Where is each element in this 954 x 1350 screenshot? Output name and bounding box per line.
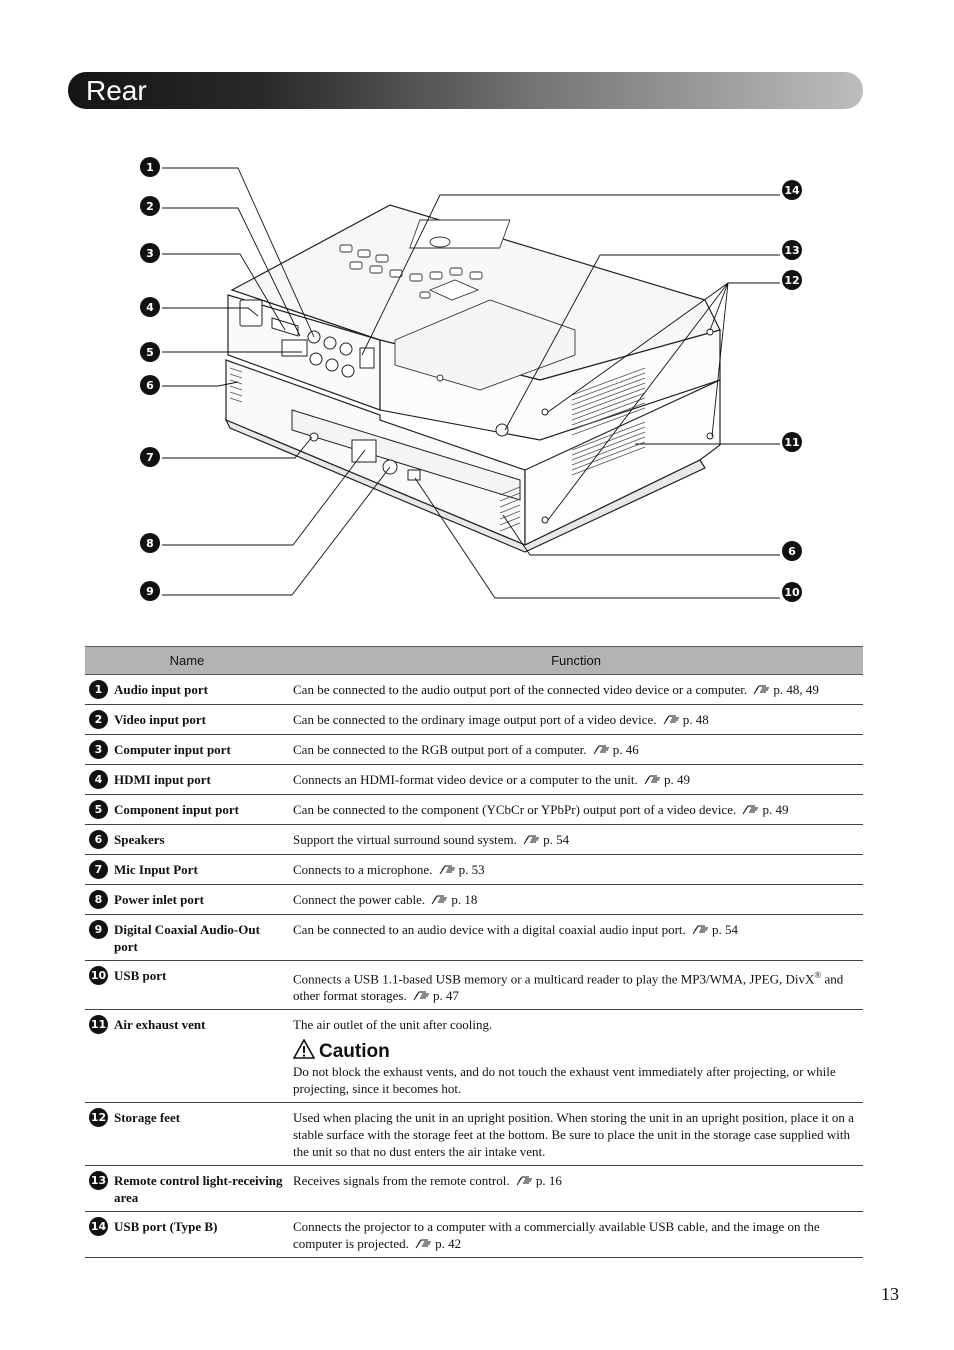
svg-text:13: 13 xyxy=(784,244,800,257)
callout-6b xyxy=(782,541,802,561)
column-header-name: Name xyxy=(85,647,289,675)
page-reference xyxy=(641,772,690,787)
table-row xyxy=(85,1010,863,1103)
page-reference xyxy=(590,742,639,757)
part-number-badge: 1 xyxy=(89,680,108,699)
page-reference-text: p. 18 xyxy=(451,892,478,907)
part-function-cell xyxy=(289,915,863,961)
caution-title: Caution xyxy=(319,1041,390,1063)
function-text: Can be connected to an audio device with a digital coaxial audio input port. xyxy=(293,922,686,937)
callout-7 xyxy=(140,447,160,467)
part-name-cell xyxy=(85,1212,289,1258)
svg-text:2: 2 xyxy=(146,200,154,213)
function-text: Support the virtual surround sound system. xyxy=(293,832,517,847)
part-function-cell xyxy=(289,825,863,855)
part-number-badge: 8 xyxy=(89,890,108,909)
page-number: 13 xyxy=(881,1284,899,1304)
part-number-badge: 2 xyxy=(89,710,108,729)
part-name-cell xyxy=(85,675,289,705)
svg-text:4: 4 xyxy=(146,301,154,314)
part-number-badge: 13 xyxy=(89,1171,108,1190)
page-reference xyxy=(410,988,459,1003)
callout-6 xyxy=(140,375,160,395)
part-function-cell xyxy=(289,855,863,885)
part-number-badge: 7 xyxy=(89,860,108,879)
part-function-cell xyxy=(289,885,863,915)
svg-text:9: 9 xyxy=(146,585,154,598)
part-function-cell xyxy=(289,1103,863,1166)
reference-hand-icon xyxy=(516,1175,534,1187)
page-reference-text: p. 16 xyxy=(535,1173,562,1189)
warning-triangle-icon xyxy=(293,1039,315,1059)
caution-text: Do not block the exhaust vents, and do not touch the exhaust vent immediately after projecting, or while projecting, since it becomes hot. xyxy=(293,1064,836,1097)
reference-hand-icon xyxy=(753,684,771,696)
page-reference xyxy=(436,862,485,877)
part-number-badge: 6 xyxy=(89,830,108,849)
part-number-badge: 5 xyxy=(89,800,108,819)
page-reference xyxy=(739,802,788,817)
part-name: Air exhaust vent xyxy=(114,1017,206,1033)
callout-14 xyxy=(782,180,802,200)
table-header-row xyxy=(85,647,863,675)
part-name-cell xyxy=(85,765,289,795)
section-title: Rear xyxy=(86,75,147,106)
svg-text:12: 12 xyxy=(784,274,800,287)
part-number-badge: 10 xyxy=(89,966,108,985)
function-text: Connects to a microphone. xyxy=(293,862,433,877)
function-text: Receives signals from the remote control. xyxy=(293,1173,510,1189)
svg-text:5: 5 xyxy=(146,346,154,359)
part-function-cell xyxy=(289,765,863,795)
table-row xyxy=(85,795,863,825)
page-reference-text: p. 46 xyxy=(612,742,639,757)
function-text: Can be connected to the audio output port of the connected video device or a computer. xyxy=(293,682,748,697)
page-reference xyxy=(412,1236,461,1251)
table-row xyxy=(85,675,863,705)
callout-8 xyxy=(140,533,160,553)
table-row xyxy=(85,885,863,915)
part-name: Mic Input Port xyxy=(114,862,198,877)
table-row xyxy=(85,1212,863,1258)
table-row xyxy=(85,765,863,795)
table-row xyxy=(85,915,863,961)
reference-hand-icon xyxy=(644,774,662,786)
projector-rear-diagram xyxy=(0,130,954,630)
part-name: Remote control light-receiving area xyxy=(114,1173,283,1206)
function-text: The air outlet of the unit after cooling. xyxy=(293,1017,493,1033)
part-function-cell xyxy=(289,675,863,705)
svg-text:6: 6 xyxy=(788,545,796,558)
callout-3 xyxy=(140,243,160,263)
function-text: Can be connected to the RGB output port of a computer. xyxy=(293,742,587,757)
table-row xyxy=(85,1166,863,1212)
reference-hand-icon xyxy=(663,714,681,726)
part-name: Component input port xyxy=(114,802,239,817)
table-row xyxy=(85,705,863,735)
page-reference-text: p. 42 xyxy=(435,1236,462,1252)
svg-text:11: 11 xyxy=(784,436,800,449)
part-function-cell xyxy=(289,1010,863,1103)
reference-hand-icon xyxy=(415,1238,433,1250)
table-row xyxy=(85,1103,863,1166)
part-name-cell xyxy=(85,885,289,915)
callout-9 xyxy=(140,581,160,601)
part-name-cell xyxy=(85,915,289,961)
page-reference xyxy=(750,682,819,697)
part-number-badge: 11 xyxy=(89,1015,108,1034)
section-header-bar xyxy=(68,72,863,109)
part-name: Speakers xyxy=(114,832,165,847)
part-function-cell xyxy=(289,961,863,1010)
page-reference-text: p. 48, 49 xyxy=(773,682,819,697)
function-text: Connects the projector to a computer with a commercially available USB cable, and the image on the computer is projected. xyxy=(293,1219,820,1252)
page-reference-text: p. 53 xyxy=(458,862,485,877)
part-name: USB port (Type B) xyxy=(114,1219,218,1235)
callout-11 xyxy=(782,432,802,452)
part-number-badge: 12 xyxy=(89,1108,108,1127)
function-text: Used when placing the unit in an upright position. When storing the unit in an upright position, place it on a stable surface with the storage feet at the bottom. Be sure to place the unit in the storage case supplied with the unit so that no dust enters the air intake vent. xyxy=(293,1110,854,1160)
callout-12 xyxy=(782,270,802,290)
part-name: Computer input port xyxy=(114,742,231,757)
page-reference xyxy=(660,712,709,727)
svg-text:8: 8 xyxy=(146,537,154,550)
callout-13 xyxy=(782,240,802,260)
page-reference xyxy=(428,892,477,907)
reference-hand-icon xyxy=(593,744,611,756)
function-text: Connects an HDMI-format video device or a computer to the unit. xyxy=(293,772,638,787)
column-header-function: Function xyxy=(289,647,863,675)
callout-10 xyxy=(782,582,802,602)
svg-text:6: 6 xyxy=(146,379,154,392)
reference-hand-icon xyxy=(523,834,541,846)
part-number-badge: 14 xyxy=(89,1217,108,1236)
part-name-cell xyxy=(85,961,289,1010)
svg-text:7: 7 xyxy=(146,451,154,464)
table-row xyxy=(85,855,863,885)
svg-text:3: 3 xyxy=(146,247,154,260)
part-name: USB port xyxy=(114,968,167,983)
table-row xyxy=(85,735,863,765)
registered-mark: ® xyxy=(814,970,822,980)
part-name: Digital Coaxial Audio-Out port xyxy=(114,922,260,954)
part-function-cell xyxy=(289,705,863,735)
function-text: Can be connected to the ordinary image output port of a video device. xyxy=(293,712,657,727)
part-number-badge: 9 xyxy=(89,920,108,939)
reference-hand-icon xyxy=(692,924,710,936)
callout-1 xyxy=(140,157,160,177)
page-reference-text: p. 48 xyxy=(682,712,709,727)
reference-hand-icon xyxy=(439,864,457,876)
function-text: Connect the power cable. xyxy=(293,892,426,907)
page-reference-text: p. 54 xyxy=(712,922,739,937)
table-row xyxy=(85,825,863,855)
part-function-cell xyxy=(289,795,863,825)
page-reference-text: p. 54 xyxy=(543,832,570,847)
part-number-badge: 4 xyxy=(89,770,108,789)
page-reference xyxy=(513,1173,562,1188)
part-name-cell xyxy=(85,1166,289,1212)
function-text: Connects a USB 1.1-based USB memory or a multicard reader to play the MP3/WMA, JPEG, DivX xyxy=(293,971,815,987)
svg-text:14: 14 xyxy=(784,184,800,197)
callout-5 xyxy=(140,342,160,362)
part-number-badge: 3 xyxy=(89,740,108,759)
callout-2 xyxy=(140,196,160,216)
page-reference-text: p. 47 xyxy=(432,988,459,1004)
caution-heading xyxy=(293,1039,859,1063)
svg-text:1: 1 xyxy=(146,161,154,174)
part-name-cell xyxy=(85,735,289,765)
part-name: Audio input port xyxy=(114,682,208,697)
parts-table xyxy=(85,646,863,1258)
part-name: Video input port xyxy=(114,712,206,727)
part-function-cell xyxy=(289,1212,863,1258)
part-name-cell xyxy=(85,795,289,825)
part-name-cell xyxy=(85,855,289,885)
table-row xyxy=(85,961,863,1010)
reference-hand-icon xyxy=(431,894,449,906)
callout-4 xyxy=(140,297,160,317)
reference-hand-icon xyxy=(413,990,431,1002)
part-function-cell xyxy=(289,735,863,765)
svg-text:10: 10 xyxy=(784,586,800,599)
page-reference xyxy=(520,832,569,847)
reference-hand-icon xyxy=(742,804,760,816)
function-text-cont: and other format storages. xyxy=(293,971,844,1004)
part-name: Power inlet port xyxy=(114,892,205,907)
part-name-cell xyxy=(85,705,289,735)
part-function-cell xyxy=(289,1166,863,1212)
page-reference-text: p. 49 xyxy=(664,772,691,787)
part-name: HDMI input port xyxy=(114,772,211,787)
page-reference-text: p. 49 xyxy=(762,802,789,817)
part-name: Storage feet xyxy=(114,1110,181,1126)
page-reference xyxy=(689,922,738,937)
function-text: Can be connected to the component (YCbCr or YPbPr) output port of a video device. xyxy=(293,802,737,817)
part-name-cell xyxy=(85,1010,289,1103)
part-name-cell xyxy=(85,825,289,855)
part-name-cell xyxy=(85,1103,289,1166)
